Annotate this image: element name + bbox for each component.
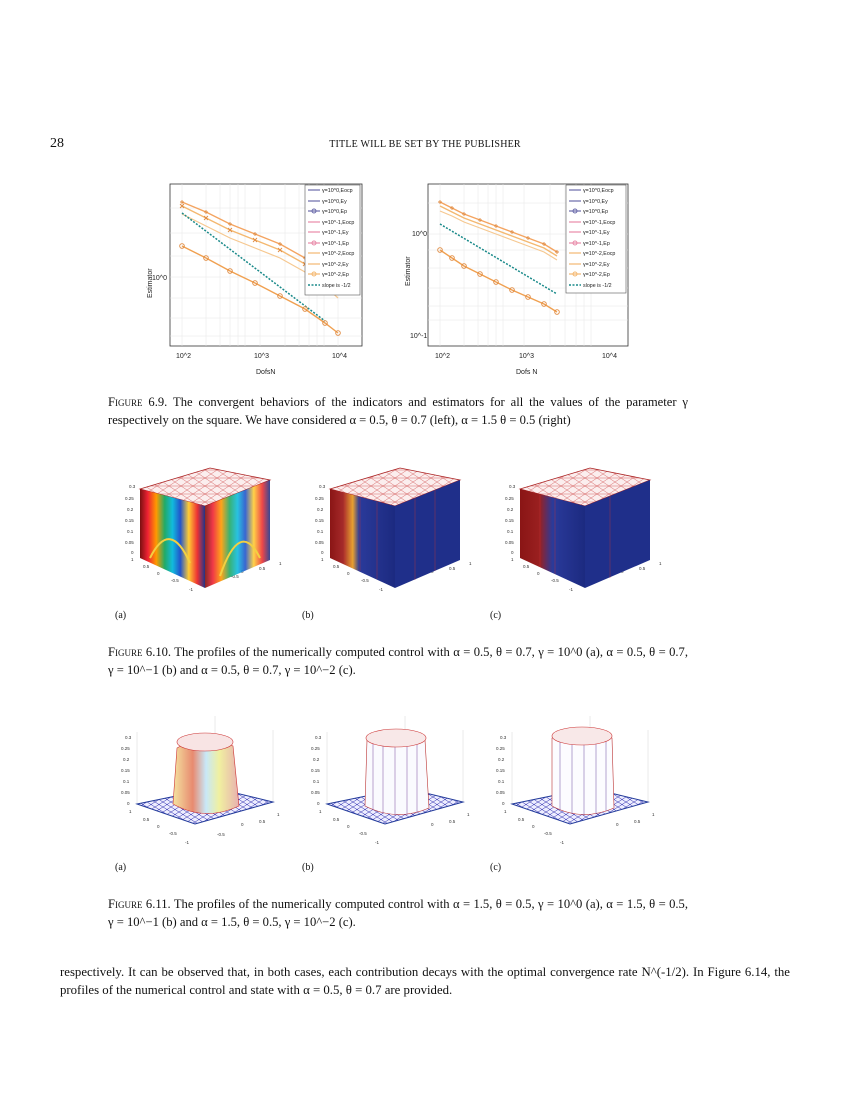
legend-entry: γ=10^-2,Ey	[322, 262, 349, 268]
base-tick-label: 0.5	[333, 817, 340, 822]
panel-c	[505, 468, 662, 592]
figure-6-11-caption	[108, 895, 688, 931]
legend-entry: γ=10^-1,Eocp	[583, 220, 616, 226]
base-tick-label: -0.5	[231, 574, 239, 579]
base-tick-label: 0.5	[259, 566, 266, 571]
subfigure-label-b: (b)	[302, 610, 314, 621]
y-axis-label: Estimator	[147, 268, 154, 298]
z-tick-label: 0.1	[127, 529, 134, 534]
y-tick-label: 10^0	[412, 231, 427, 238]
z-tick-label: 0.3	[129, 484, 136, 489]
y-axis-label: Estimator	[405, 256, 412, 286]
legend	[566, 185, 626, 293]
base-tick-label: 0	[347, 824, 350, 829]
legend-entry: γ=10^-1,Ep	[322, 241, 349, 247]
legend-entry: γ=10^-1,Ep	[583, 241, 610, 247]
legend-entry: slope is -1/2	[583, 283, 612, 289]
y-tick-label: 10^0	[152, 275, 167, 282]
base-tick-label: 0.5	[523, 564, 530, 569]
base-tick-label: 0.5	[518, 817, 525, 822]
caption-label: Figure 6.10.	[108, 645, 172, 659]
z-tick-label: 0.1	[317, 529, 324, 534]
legend-entry: γ=10^0,Ep	[322, 209, 348, 215]
base-tick-label: 1	[652, 812, 655, 817]
figure-6-10-caption	[108, 643, 688, 679]
z-tick-label: 0.05	[125, 540, 134, 545]
x-tick-label: 10^4	[332, 353, 347, 360]
z-tick-label: 0	[127, 801, 130, 806]
base-tick-label: 0	[157, 571, 160, 576]
subfigure-label-c: (c)	[490, 610, 502, 621]
base-tick-label: -0.5	[169, 831, 177, 836]
z-tick-label: 0.1	[313, 779, 320, 784]
subfigure-label-a: (a)	[115, 862, 127, 873]
base-tick-label: -1	[375, 840, 380, 845]
z-tick-label: 0.25	[496, 746, 505, 751]
base-tick-label: 0	[157, 824, 160, 829]
z-tick-label: 0	[321, 550, 324, 555]
z-tick-label: 0.2	[123, 757, 130, 762]
page-number: 28	[50, 136, 64, 151]
z-tick-label: 0	[131, 550, 134, 555]
caption-text: The profiles of the numerically computed control with α = 0.5, θ = 0.7, γ = 10^0 (a), α = 0.5, θ = 0.7, γ = 10^−1 (b) and α = 0.5, θ = 0.7, γ = 10^−2 (c).	[108, 645, 688, 677]
z-tick-label: 0.25	[311, 746, 320, 751]
z-tick-label: 0.15	[496, 768, 505, 773]
z-tick-label: 0.25	[125, 496, 134, 501]
z-tick-label: 0.15	[121, 768, 130, 773]
legend-entry: γ=10^-1,Ey	[583, 230, 610, 236]
legend-entry: γ=10^-2,Eocp	[583, 251, 616, 257]
x-tick-label: 10^3	[254, 353, 269, 360]
z-tick-label: 0	[511, 550, 514, 555]
base-tick-label: -1	[189, 587, 194, 592]
z-tick-label: 0.3	[500, 735, 507, 740]
z-tick-label: 0.15	[125, 518, 134, 523]
z-tick-label: 0.3	[509, 484, 516, 489]
base-tick-label: -1	[569, 587, 574, 592]
z-tick-label: 0.2	[127, 507, 134, 512]
legend-entry: γ=10^-2,Eocp	[322, 251, 355, 257]
subfigure-label-c: (c)	[490, 862, 502, 873]
running-title: TITLE WILL BE SET BY THE PUBLISHER	[329, 139, 521, 150]
figure-6-11-panels	[115, 712, 715, 852]
z-tick-label: 0.2	[498, 757, 505, 762]
z-tick-label: 0.2	[313, 757, 320, 762]
base-tick-label: 0.5	[143, 564, 150, 569]
base-tick-label: -1	[379, 587, 384, 592]
z-tick-label: 0.3	[315, 735, 322, 740]
legend-entry: γ=10^-2,Ep	[583, 272, 610, 278]
z-tick-label: 0.05	[505, 540, 514, 545]
legend-entry: γ=10^-2,Ey	[583, 262, 610, 268]
z-tick-label: 0	[502, 801, 505, 806]
caption-text: The profiles of the numerically computed control with α = 1.5, θ = 0.5, γ = 10^0 (a), α = 1.5, θ = 0.5, γ = 10^−1 (b) and α = 1.5, θ = 0.5, γ = 10^−2 (c).	[108, 897, 688, 929]
base-tick-label: -0.5	[359, 831, 367, 836]
x-tick-label: 10^2	[176, 353, 191, 360]
y-tick-label: 10^-1	[410, 333, 428, 340]
base-tick-label: 0	[347, 571, 350, 576]
subfigure-label-b: (b)	[302, 862, 314, 873]
z-tick-label: 0.1	[123, 779, 130, 784]
z-tick-label: 0.25	[121, 746, 130, 751]
z-tick-label: 0	[317, 801, 320, 806]
base-tick-label: 0	[431, 822, 434, 827]
base-tick-label: -1	[560, 840, 565, 845]
base-tick-label: 0.5	[143, 817, 150, 822]
base-tick-label: 1	[279, 561, 282, 566]
z-tick-label: 0.1	[498, 779, 505, 784]
legend-entry: γ=10^0,Eocp	[322, 188, 353, 194]
z-tick-label: 0.05	[311, 790, 320, 795]
base-tick-label: -0.5	[544, 831, 552, 836]
legend-entry: γ=10^-2,Ep	[322, 272, 349, 278]
legend	[305, 185, 360, 295]
base-tick-label: 0.5	[333, 564, 340, 569]
base-tick-label: 1	[469, 561, 472, 566]
base-tick-label: 0.5	[639, 566, 646, 571]
z-tick-label: 0.05	[315, 540, 324, 545]
caption-label: Figure 6.9.	[108, 395, 168, 409]
base-tick-label: 0.5	[449, 819, 456, 824]
base-tick-label: -0.5	[217, 832, 225, 837]
figure-6-9-left-plot	[140, 178, 375, 378]
z-tick-label: 0.25	[505, 496, 514, 501]
base-tick-label: 1	[131, 557, 134, 562]
figure-6-9-caption	[108, 393, 688, 429]
base-tick-label: 0	[241, 822, 244, 827]
z-tick-label: 0.3	[125, 735, 132, 740]
legend-entry: γ=10^-1,Eocp	[322, 220, 355, 226]
caption-text: The convergent behaviors of the indicators and estimators for all the values of the parameter γ respectively on the square. We have considered α = 0.5, θ = 0.7 (left), α = 1.5 θ = 0.5 (right)	[108, 395, 688, 427]
base-tick-label: 1	[659, 561, 662, 566]
legend-entry: γ=10^0,Ey	[583, 199, 608, 205]
base-tick-label: 1	[319, 809, 322, 814]
base-tick-label: 0.5	[449, 566, 456, 571]
base-tick-label: 0.5	[259, 819, 266, 824]
base-tick-label: 1	[129, 809, 132, 814]
legend-entry: γ=10^0,Ep	[583, 209, 609, 215]
z-tick-label: 0.05	[496, 790, 505, 795]
legend-entry: γ=10^-1,Ey	[322, 230, 349, 236]
base-tick-label: 1	[467, 812, 470, 817]
subfigure-label-a: (a)	[115, 610, 127, 621]
z-tick-label: 0.2	[507, 507, 514, 512]
x-axis-label: Dofs N	[516, 369, 538, 376]
base-tick-label: 1	[321, 557, 324, 562]
z-tick-label: 0.1	[507, 529, 514, 534]
z-tick-label: 0.2	[317, 507, 324, 512]
panel-c	[496, 716, 655, 845]
base-tick-label: 1	[504, 809, 507, 814]
figure-6-9-right-plot	[400, 178, 645, 378]
legend-entry: γ=10^0,Eocp	[583, 188, 614, 194]
base-tick-label: -0.5	[171, 578, 179, 583]
z-tick-label: 0.15	[315, 518, 324, 523]
base-tick-label: -1	[185, 840, 190, 845]
panel-b	[315, 468, 472, 592]
figure-6-10-panels	[115, 458, 715, 603]
panel-a	[125, 468, 282, 592]
caption-label: Figure 6.11.	[108, 897, 171, 911]
base-tick-label: 0	[532, 824, 535, 829]
panel-a	[121, 716, 280, 845]
base-tick-label: 0	[537, 571, 540, 576]
legend-entry: slope is -1/2	[322, 283, 351, 289]
base-tick-label: -0.5	[361, 578, 369, 583]
base-tick-label: 1	[277, 812, 280, 817]
z-tick-label: 0.05	[121, 790, 130, 795]
legend-entry: γ=10^0,Ey	[322, 199, 347, 205]
base-tick-label: -0.5	[551, 578, 559, 583]
x-axis-label: DofsN	[256, 369, 276, 376]
z-tick-label: 0.15	[505, 518, 514, 523]
base-tick-label: 1	[511, 557, 514, 562]
panel-b	[311, 716, 470, 845]
body-paragraph: respectively. It can be observed that, in both cases, each contribution decays with the optimal convergence rate N^(-1/2). In Figure 6.14, the profiles of the numerical control and state with α = 0.5, θ = 0.7 are provided.	[60, 965, 790, 997]
x-tick-label: 10^2	[435, 353, 450, 360]
z-tick-label: 0.25	[315, 496, 324, 501]
z-tick-label: 0.15	[311, 768, 320, 773]
z-tick-label: 0.3	[319, 484, 326, 489]
x-tick-label: 10^3	[519, 353, 534, 360]
base-tick-label: 0	[616, 822, 619, 827]
x-tick-label: 10^4	[602, 353, 617, 360]
base-tick-label: 0.5	[634, 819, 641, 824]
